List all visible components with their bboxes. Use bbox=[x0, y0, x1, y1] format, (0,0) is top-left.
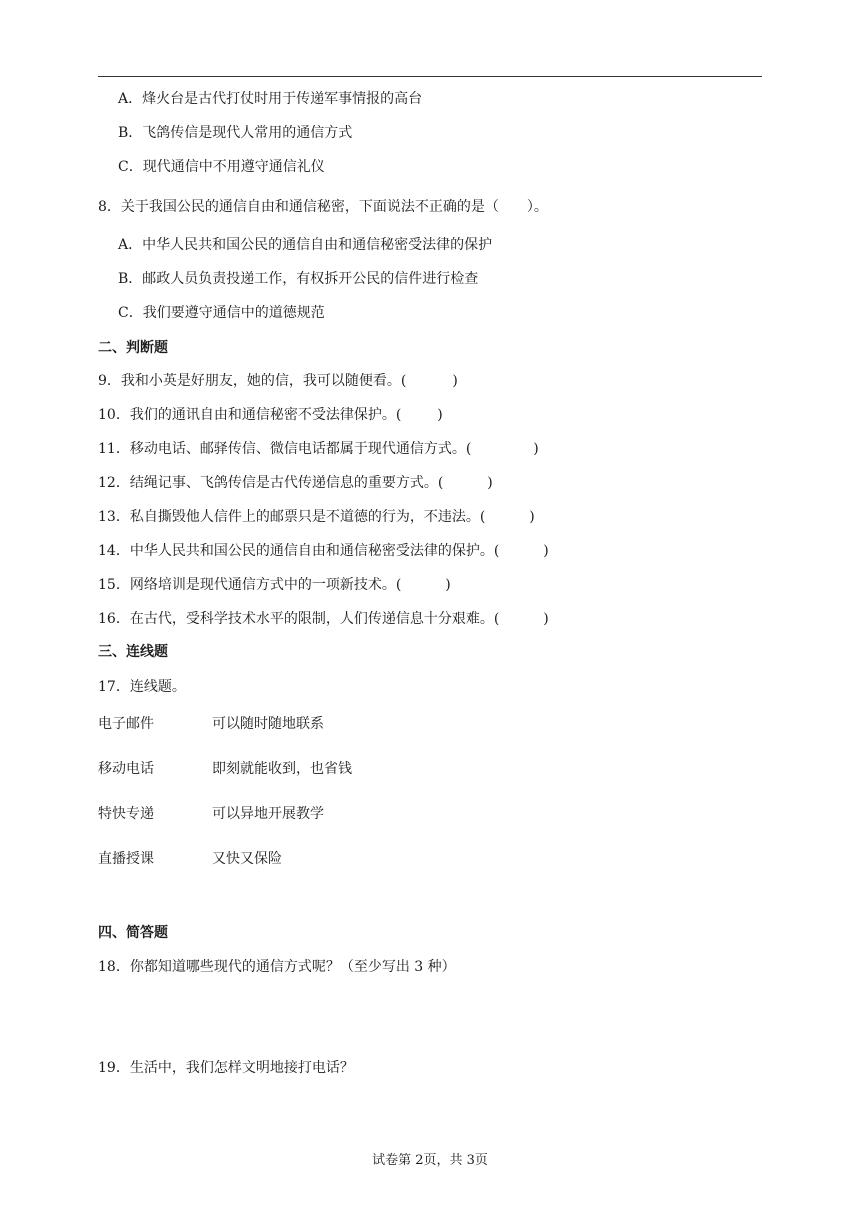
page-footer: 试卷第 2页，共 3页 bbox=[372, 1153, 488, 1168]
q18-stem: 18．你都知道哪些现代的通信方式呢？（至少写出 3 种） bbox=[98, 959, 456, 975]
judge-item-13: 13．私自撕毁他人信件上的邮票只是不道德的行为，不违法。( ) bbox=[98, 509, 535, 525]
q19-stem: 19．生活中，我们怎样文明地接打电话？ bbox=[98, 1060, 354, 1076]
match-left-4: 直播授课 bbox=[98, 851, 154, 867]
q8-option-c: C．我们要遵守通信中的道德规范 bbox=[118, 305, 325, 321]
judge-item-14: 14．中华人民共和国公民的通信自由和通信秘密受法律的保护。( ) bbox=[98, 543, 549, 559]
q7-option-b: B．飞鸽传信是现代人常用的通信方式 bbox=[118, 125, 353, 141]
q7-option-c: C．现代通信中不用遵守通信礼仪 bbox=[118, 159, 325, 175]
match-right-3: 可以异地开展教学 bbox=[212, 806, 324, 822]
q7-option-a: A．烽火台是古代打仗时用于传递军事情报的高台 bbox=[118, 91, 423, 107]
section-3-title: 三、连线题 bbox=[98, 644, 168, 660]
match-right-4: 又快又保险 bbox=[212, 851, 282, 867]
judge-item-11: 11．移动电话、邮驿传信、微信电话都属于现代通信方式。( ) bbox=[98, 441, 539, 457]
match-left-1: 电子邮件 bbox=[98, 716, 154, 732]
judge-item-16: 16．在古代，受科学技术水平的限制，人们传递信息十分艰难。( ) bbox=[98, 611, 549, 627]
header-rule bbox=[98, 76, 762, 77]
q17-stem: 17．连线题。 bbox=[98, 679, 186, 695]
q8-option-a: A．中华人民共和国公民的通信自由和通信秘密受法律的保护 bbox=[118, 237, 493, 253]
match-right-2: 即刻就能收到，也省钱 bbox=[212, 761, 352, 777]
judge-item-10: 10．我们的通讯自由和通信秘密不受法律保护。( ) bbox=[98, 407, 443, 423]
match-right-1: 可以随时随地联系 bbox=[212, 716, 324, 732]
judge-item-15: 15．网络培训是现代通信方式中的一项新技术。( ) bbox=[98, 577, 451, 593]
match-left-2: 移动电话 bbox=[98, 761, 154, 777]
judge-item-9: 9．我和小英是好朋友，她的信，我可以随便看。( ) bbox=[98, 373, 458, 389]
match-left-3: 特快专递 bbox=[98, 806, 154, 822]
section-4-title: 四、简答题 bbox=[98, 925, 168, 941]
section-2-title: 二、判断题 bbox=[98, 340, 168, 356]
q8-option-b: B．邮政人员负责投递工作，有权拆开公民的信件进行检查 bbox=[118, 271, 479, 287]
judge-item-12: 12．结绳记事、飞鸽传信是古代传递信息的重要方式。( ) bbox=[98, 475, 493, 491]
q8-stem: 8．关于我国公民的通信自由和通信秘密，下面说法不正确的是（ ）。 bbox=[98, 199, 548, 215]
